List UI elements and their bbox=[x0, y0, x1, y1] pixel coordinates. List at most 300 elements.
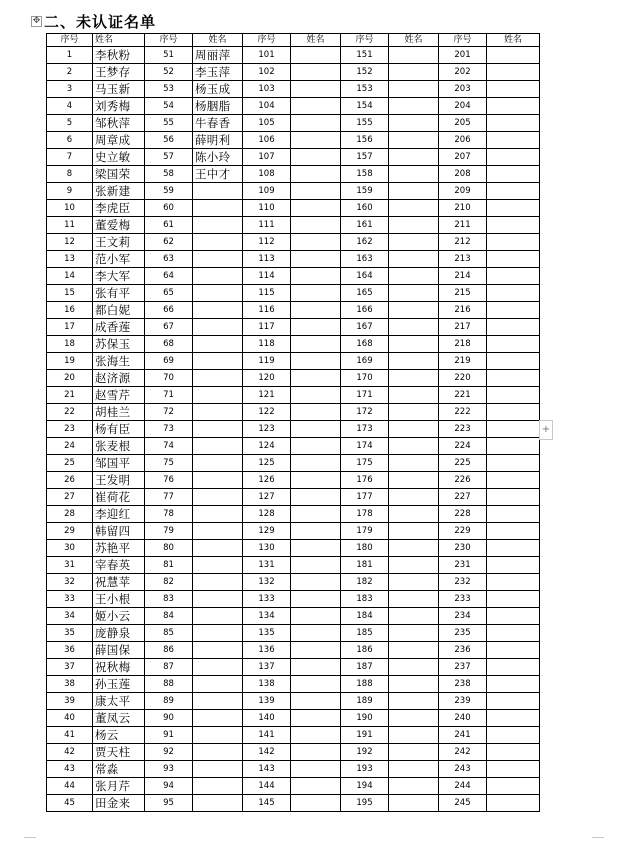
seq-cell: 23 bbox=[47, 421, 93, 438]
seq-cell: 162 bbox=[341, 234, 389, 251]
seq-cell: 113 bbox=[243, 251, 291, 268]
name-cell bbox=[291, 302, 341, 319]
seq-cell: 102 bbox=[243, 64, 291, 81]
name-cell bbox=[291, 64, 341, 81]
name-cell bbox=[291, 98, 341, 115]
name-cell bbox=[487, 795, 540, 812]
name-cell bbox=[389, 523, 439, 540]
seq-cell: 104 bbox=[243, 98, 291, 115]
table-row bbox=[47, 710, 540, 727]
seq-cell: 222 bbox=[439, 404, 487, 421]
table-row bbox=[47, 200, 540, 217]
seq-cell: 57 bbox=[145, 149, 193, 166]
name-cell bbox=[487, 115, 540, 132]
seq-cell: 43 bbox=[47, 761, 93, 778]
seq-cell: 9 bbox=[47, 183, 93, 200]
seq-cell: 59 bbox=[145, 183, 193, 200]
name-cell: 李虎臣 bbox=[93, 200, 145, 217]
seq-cell: 123 bbox=[243, 421, 291, 438]
name-cell bbox=[389, 710, 439, 727]
seq-cell: 138 bbox=[243, 676, 291, 693]
seq-cell: 51 bbox=[145, 47, 193, 64]
seq-cell: 217 bbox=[439, 319, 487, 336]
name-cell: 史立敏 bbox=[93, 149, 145, 166]
seq-cell: 114 bbox=[243, 268, 291, 285]
seq-cell: 131 bbox=[243, 557, 291, 574]
seq-cell: 223 bbox=[439, 421, 487, 438]
seq-cell: 24 bbox=[47, 438, 93, 455]
name-cell bbox=[487, 727, 540, 744]
table-row bbox=[47, 387, 540, 404]
seq-cell: 195 bbox=[341, 795, 389, 812]
table-row bbox=[47, 47, 540, 64]
seq-cell: 194 bbox=[341, 778, 389, 795]
name-cell bbox=[389, 268, 439, 285]
name-cell bbox=[291, 591, 341, 608]
seq-cell: 14 bbox=[47, 268, 93, 285]
name-cell bbox=[389, 761, 439, 778]
name-cell: 王梦存 bbox=[93, 64, 145, 81]
seq-cell: 189 bbox=[341, 693, 389, 710]
seq-cell: 16 bbox=[47, 302, 93, 319]
seq-cell: 13 bbox=[47, 251, 93, 268]
name-cell bbox=[291, 506, 341, 523]
seq-cell: 143 bbox=[243, 761, 291, 778]
name-cell: 张月芹 bbox=[93, 778, 145, 795]
name-cell bbox=[389, 693, 439, 710]
name-cell bbox=[193, 302, 243, 319]
header-seq-2: 序号 bbox=[145, 34, 193, 47]
seq-cell: 206 bbox=[439, 132, 487, 149]
name-cell bbox=[389, 353, 439, 370]
seq-cell: 239 bbox=[439, 693, 487, 710]
seq-cell: 159 bbox=[341, 183, 389, 200]
seq-cell: 21 bbox=[47, 387, 93, 404]
name-cell bbox=[193, 727, 243, 744]
name-cell bbox=[487, 676, 540, 693]
table-row bbox=[47, 268, 540, 285]
name-cell bbox=[487, 319, 540, 336]
name-cell bbox=[291, 81, 341, 98]
name-cell bbox=[389, 217, 439, 234]
name-cell bbox=[291, 115, 341, 132]
seq-cell: 230 bbox=[439, 540, 487, 557]
table-row bbox=[47, 149, 540, 166]
seq-cell: 227 bbox=[439, 489, 487, 506]
seq-cell: 22 bbox=[47, 404, 93, 421]
name-cell bbox=[487, 523, 540, 540]
name-cell bbox=[389, 115, 439, 132]
seq-cell: 87 bbox=[145, 659, 193, 676]
name-cell: 苏艳平 bbox=[93, 540, 145, 557]
seq-cell: 70 bbox=[145, 370, 193, 387]
seq-cell: 34 bbox=[47, 608, 93, 625]
seq-cell: 136 bbox=[243, 642, 291, 659]
seq-cell: 173 bbox=[341, 421, 389, 438]
name-cell bbox=[389, 455, 439, 472]
name-cell: 庞静泉 bbox=[93, 625, 145, 642]
seq-cell: 111 bbox=[243, 217, 291, 234]
name-cell bbox=[389, 625, 439, 642]
name-cell bbox=[487, 387, 540, 404]
name-cell: 贾天柱 bbox=[93, 744, 145, 761]
name-cell: 祝慧苹 bbox=[93, 574, 145, 591]
name-cell bbox=[487, 183, 540, 200]
name-cell: 李秋粉 bbox=[93, 47, 145, 64]
seq-cell: 74 bbox=[145, 438, 193, 455]
seq-cell: 75 bbox=[145, 455, 193, 472]
seq-cell: 190 bbox=[341, 710, 389, 727]
seq-cell: 208 bbox=[439, 166, 487, 183]
name-cell: 王中才 bbox=[193, 166, 243, 183]
name-cell: 牛春香 bbox=[193, 115, 243, 132]
table-row bbox=[47, 795, 540, 812]
seq-cell: 2 bbox=[47, 64, 93, 81]
name-cell bbox=[487, 574, 540, 591]
name-cell bbox=[389, 183, 439, 200]
name-cell: 张新建 bbox=[93, 183, 145, 200]
seq-cell: 89 bbox=[145, 693, 193, 710]
name-cell bbox=[487, 370, 540, 387]
seq-cell: 233 bbox=[439, 591, 487, 608]
seq-cell: 28 bbox=[47, 506, 93, 523]
name-cell bbox=[487, 642, 540, 659]
seq-cell: 37 bbox=[47, 659, 93, 676]
seq-cell: 181 bbox=[341, 557, 389, 574]
seq-cell: 180 bbox=[341, 540, 389, 557]
name-cell bbox=[487, 251, 540, 268]
seq-cell: 53 bbox=[145, 81, 193, 98]
seq-cell: 236 bbox=[439, 642, 487, 659]
seq-cell: 12 bbox=[47, 234, 93, 251]
seq-cell: 92 bbox=[145, 744, 193, 761]
name-cell bbox=[291, 183, 341, 200]
seq-cell: 242 bbox=[439, 744, 487, 761]
table-row bbox=[47, 489, 540, 506]
seq-cell: 141 bbox=[243, 727, 291, 744]
seq-cell: 144 bbox=[243, 778, 291, 795]
name-cell bbox=[193, 625, 243, 642]
seq-cell: 103 bbox=[243, 81, 291, 98]
name-cell: 张麦根 bbox=[93, 438, 145, 455]
seq-cell: 35 bbox=[47, 625, 93, 642]
seq-cell: 218 bbox=[439, 336, 487, 353]
name-cell: 董爱梅 bbox=[93, 217, 145, 234]
table-row bbox=[47, 217, 540, 234]
name-cell bbox=[487, 710, 540, 727]
name-cell: 赵济源 bbox=[93, 370, 145, 387]
name-cell: 张有平 bbox=[93, 285, 145, 302]
table-row bbox=[47, 523, 540, 540]
add-column-button[interactable]: + bbox=[539, 420, 553, 440]
table-row bbox=[47, 557, 540, 574]
table-row bbox=[47, 761, 540, 778]
table-row bbox=[47, 642, 540, 659]
name-cell bbox=[291, 574, 341, 591]
seq-cell: 73 bbox=[145, 421, 193, 438]
table-row bbox=[47, 574, 540, 591]
name-cell bbox=[487, 166, 540, 183]
name-cell bbox=[389, 336, 439, 353]
name-cell bbox=[389, 387, 439, 404]
seq-cell: 58 bbox=[145, 166, 193, 183]
name-cell bbox=[487, 132, 540, 149]
name-cell bbox=[291, 251, 341, 268]
name-cell bbox=[389, 166, 439, 183]
seq-cell: 145 bbox=[243, 795, 291, 812]
name-cell: 杨胭脂 bbox=[193, 98, 243, 115]
seq-cell: 209 bbox=[439, 183, 487, 200]
seq-cell: 129 bbox=[243, 523, 291, 540]
name-cell bbox=[193, 642, 243, 659]
seq-cell: 11 bbox=[47, 217, 93, 234]
seq-cell: 171 bbox=[341, 387, 389, 404]
name-cell bbox=[291, 761, 341, 778]
seq-cell: 54 bbox=[145, 98, 193, 115]
name-cell bbox=[291, 268, 341, 285]
seq-cell: 152 bbox=[341, 64, 389, 81]
name-cell bbox=[193, 659, 243, 676]
seq-cell: 228 bbox=[439, 506, 487, 523]
name-cell bbox=[291, 438, 341, 455]
seq-cell: 202 bbox=[439, 64, 487, 81]
seq-cell: 134 bbox=[243, 608, 291, 625]
seq-cell: 30 bbox=[47, 540, 93, 557]
seq-cell: 17 bbox=[47, 319, 93, 336]
seq-cell: 237 bbox=[439, 659, 487, 676]
seq-cell: 91 bbox=[145, 727, 193, 744]
seq-cell: 115 bbox=[243, 285, 291, 302]
seq-cell: 10 bbox=[47, 200, 93, 217]
seq-cell: 56 bbox=[145, 132, 193, 149]
seq-cell: 211 bbox=[439, 217, 487, 234]
name-cell bbox=[291, 387, 341, 404]
table-row bbox=[47, 98, 540, 115]
name-cell bbox=[487, 404, 540, 421]
name-cell bbox=[291, 676, 341, 693]
name-cell bbox=[291, 778, 341, 795]
seq-cell: 204 bbox=[439, 98, 487, 115]
seq-cell: 101 bbox=[243, 47, 291, 64]
name-cell bbox=[193, 200, 243, 217]
seq-cell: 185 bbox=[341, 625, 389, 642]
table-row bbox=[47, 540, 540, 557]
name-cell: 邹国平 bbox=[93, 455, 145, 472]
name-cell bbox=[193, 353, 243, 370]
seq-cell: 26 bbox=[47, 472, 93, 489]
table-row bbox=[47, 506, 540, 523]
seq-cell: 226 bbox=[439, 472, 487, 489]
seq-cell: 76 bbox=[145, 472, 193, 489]
seq-cell: 244 bbox=[439, 778, 487, 795]
name-cell bbox=[193, 183, 243, 200]
name-cell bbox=[389, 132, 439, 149]
name-cell: 崔荷花 bbox=[93, 489, 145, 506]
table-row bbox=[47, 659, 540, 676]
name-cell bbox=[487, 234, 540, 251]
name-cell bbox=[389, 574, 439, 591]
name-cell bbox=[291, 455, 341, 472]
table-row bbox=[47, 81, 540, 98]
name-cell bbox=[291, 353, 341, 370]
name-cell bbox=[487, 540, 540, 557]
seq-cell: 153 bbox=[341, 81, 389, 98]
name-cell bbox=[487, 472, 540, 489]
name-cell bbox=[291, 404, 341, 421]
seq-cell: 36 bbox=[47, 642, 93, 659]
name-cell bbox=[193, 744, 243, 761]
name-cell bbox=[389, 64, 439, 81]
name-cell bbox=[389, 727, 439, 744]
name-cell bbox=[487, 353, 540, 370]
seq-cell: 172 bbox=[341, 404, 389, 421]
seq-cell: 183 bbox=[341, 591, 389, 608]
name-cell bbox=[291, 149, 341, 166]
name-cell: 杨云 bbox=[93, 727, 145, 744]
seq-cell: 179 bbox=[341, 523, 389, 540]
seq-cell: 231 bbox=[439, 557, 487, 574]
name-cell bbox=[291, 370, 341, 387]
name-cell bbox=[193, 455, 243, 472]
table-header-row bbox=[47, 34, 540, 47]
roster-table bbox=[46, 33, 540, 812]
name-cell: 张海生 bbox=[93, 353, 145, 370]
seq-cell: 177 bbox=[341, 489, 389, 506]
name-cell bbox=[389, 319, 439, 336]
name-cell bbox=[291, 795, 341, 812]
table-row bbox=[47, 676, 540, 693]
name-cell bbox=[389, 370, 439, 387]
seq-cell: 117 bbox=[243, 319, 291, 336]
seq-cell: 109 bbox=[243, 183, 291, 200]
name-cell bbox=[389, 149, 439, 166]
name-cell: 杨玉成 bbox=[193, 81, 243, 98]
name-cell bbox=[193, 387, 243, 404]
name-cell bbox=[291, 166, 341, 183]
name-cell bbox=[389, 506, 439, 523]
seq-cell: 160 bbox=[341, 200, 389, 217]
table-row bbox=[47, 438, 540, 455]
seq-cell: 151 bbox=[341, 47, 389, 64]
seq-cell: 118 bbox=[243, 336, 291, 353]
seq-cell: 121 bbox=[243, 387, 291, 404]
seq-cell: 27 bbox=[47, 489, 93, 506]
seq-cell: 182 bbox=[341, 574, 389, 591]
name-cell bbox=[389, 540, 439, 557]
seq-cell: 176 bbox=[341, 472, 389, 489]
seq-cell: 245 bbox=[439, 795, 487, 812]
name-cell bbox=[291, 489, 341, 506]
seq-cell: 18 bbox=[47, 336, 93, 353]
table-row bbox=[47, 421, 540, 438]
seq-cell: 108 bbox=[243, 166, 291, 183]
name-cell bbox=[291, 710, 341, 727]
name-cell bbox=[291, 540, 341, 557]
header-seq-3: 序号 bbox=[243, 34, 291, 47]
seq-cell: 178 bbox=[341, 506, 389, 523]
seq-cell: 69 bbox=[145, 353, 193, 370]
name-cell bbox=[389, 489, 439, 506]
name-cell: 康太平 bbox=[93, 693, 145, 710]
seq-cell: 221 bbox=[439, 387, 487, 404]
table-row bbox=[47, 183, 540, 200]
seq-cell: 78 bbox=[145, 506, 193, 523]
name-cell bbox=[389, 251, 439, 268]
name-cell bbox=[389, 200, 439, 217]
seq-cell: 128 bbox=[243, 506, 291, 523]
name-cell: 薛明利 bbox=[193, 132, 243, 149]
seq-cell: 238 bbox=[439, 676, 487, 693]
name-cell bbox=[487, 149, 540, 166]
seq-cell: 124 bbox=[243, 438, 291, 455]
name-cell bbox=[193, 319, 243, 336]
seq-cell: 219 bbox=[439, 353, 487, 370]
name-cell: 周丽萍 bbox=[193, 47, 243, 64]
seq-cell: 205 bbox=[439, 115, 487, 132]
seq-cell: 106 bbox=[243, 132, 291, 149]
name-cell bbox=[291, 319, 341, 336]
name-cell bbox=[291, 336, 341, 353]
table-row bbox=[47, 166, 540, 183]
header-name-2: 姓名 bbox=[193, 34, 243, 47]
name-cell bbox=[389, 778, 439, 795]
name-cell bbox=[487, 506, 540, 523]
seq-cell: 66 bbox=[145, 302, 193, 319]
seq-cell: 229 bbox=[439, 523, 487, 540]
header-name-4: 姓名 bbox=[389, 34, 439, 47]
name-cell bbox=[389, 47, 439, 64]
seq-cell: 38 bbox=[47, 676, 93, 693]
name-cell: 胡桂兰 bbox=[93, 404, 145, 421]
name-cell bbox=[487, 659, 540, 676]
seq-cell: 215 bbox=[439, 285, 487, 302]
table-row bbox=[47, 353, 540, 370]
name-cell bbox=[193, 761, 243, 778]
name-cell bbox=[193, 591, 243, 608]
table-row bbox=[47, 455, 540, 472]
name-cell: 赵雪芹 bbox=[93, 387, 145, 404]
header-name-3: 姓名 bbox=[291, 34, 341, 47]
seq-cell: 82 bbox=[145, 574, 193, 591]
name-cell bbox=[193, 540, 243, 557]
seq-cell: 224 bbox=[439, 438, 487, 455]
seq-cell: 187 bbox=[341, 659, 389, 676]
seq-cell: 170 bbox=[341, 370, 389, 387]
name-cell bbox=[193, 608, 243, 625]
name-cell bbox=[389, 472, 439, 489]
header-seq-5: 序号 bbox=[439, 34, 487, 47]
name-cell bbox=[291, 523, 341, 540]
seq-cell: 130 bbox=[243, 540, 291, 557]
name-cell bbox=[389, 404, 439, 421]
seq-cell: 116 bbox=[243, 302, 291, 319]
table-row bbox=[47, 336, 540, 353]
seq-cell: 105 bbox=[243, 115, 291, 132]
seq-cell: 188 bbox=[341, 676, 389, 693]
table-move-handle-icon[interactable]: ✥ bbox=[32, 16, 41, 26]
seq-cell: 84 bbox=[145, 608, 193, 625]
name-cell: 常淼 bbox=[93, 761, 145, 778]
seq-cell: 167 bbox=[341, 319, 389, 336]
name-cell bbox=[487, 47, 540, 64]
name-cell bbox=[193, 506, 243, 523]
name-cell bbox=[291, 472, 341, 489]
name-cell bbox=[193, 421, 243, 438]
name-cell bbox=[389, 557, 439, 574]
name-cell bbox=[389, 421, 439, 438]
seq-cell: 140 bbox=[243, 710, 291, 727]
name-cell bbox=[193, 778, 243, 795]
